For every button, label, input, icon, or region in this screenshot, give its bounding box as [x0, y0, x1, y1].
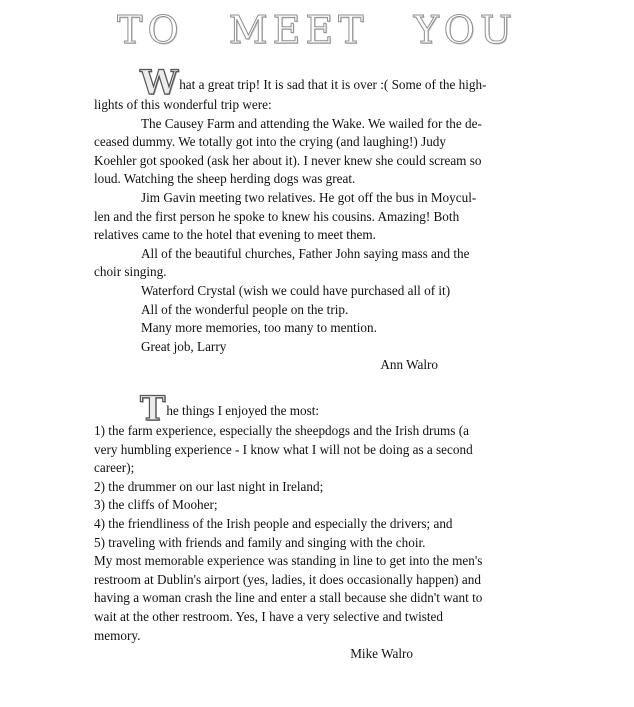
- letter-line: 2) the drummer on our last night in Ireland;: [94, 478, 324, 494]
- drop-cap-t: T: [140, 389, 166, 429]
- letter-line: ceased dummy. We totally got into the crying (and laughing!) Judy: [94, 134, 446, 150]
- signature-ann-walro: Ann Walro: [380, 357, 438, 373]
- letter-line-text: hat a great trip! It is sad that it is over :( Some of the high-: [179, 77, 487, 92]
- page-title: [0, 8, 634, 52]
- drop-cap-w: W: [140, 63, 179, 103]
- letter-line: 3) the cliffs of Mooher;: [94, 497, 218, 513]
- letter-line: Koehler got spooked (ask her about it). I never knew she could scream so: [94, 152, 482, 168]
- letter-line: Jim Gavin meeting two relatives. He got off the bus in Moycul-: [141, 189, 477, 205]
- letter-line: My most memorable experience was standing in line to get into the men's: [94, 553, 483, 569]
- letter-line: relatives came to the hotel that evening to meet them.: [94, 227, 376, 243]
- letter-line: 1) the farm experience, especially the sheepdogs and the Irish drums (a: [94, 423, 469, 438]
- letter-line: len and the first person he spoke to knew his cousins. Amazing! Both: [94, 208, 460, 224]
- letter-line: career);: [94, 460, 135, 476]
- letter-line: choir singing.: [94, 264, 167, 280]
- letter-line: Many more memories, too many to mention.: [141, 320, 377, 336]
- letter-line: All of the wonderful people on the trip.: [141, 301, 349, 317]
- letter-line: 5) traveling with friends and family and singing with the choir.: [94, 534, 426, 550]
- letter-line: having a woman crash the line and enter a stall because she didn't want to: [94, 590, 483, 606]
- letter-line: lights of this wonderful trip were:: [94, 97, 272, 112]
- letter-line: loud. Watching the sheep herding dogs was great.: [94, 171, 356, 187]
- letter-mike-walro: [94, 389, 568, 664]
- title-word-meet: MEET: [228, 8, 369, 52]
- letter-line: The Causey Farm and attending the Wake. We wailed for the de-: [141, 115, 482, 131]
- letter-line: Great job, Larry: [141, 338, 227, 354]
- letter-ann-walro: [94, 63, 568, 375]
- letter-line: All of the beautiful churches, Father John saying mass and the: [141, 245, 470, 261]
- letter-line: 4) the friendliness of the Irish people and especially the drivers; and: [94, 515, 453, 531]
- signature-mike-walro: Mike Walro: [350, 646, 413, 662]
- title-word-you: YOU: [413, 8, 517, 52]
- letter-line: [94, 63, 568, 103]
- letter-line: wait at the other restroom. Yes, I have a very selective and twisted: [94, 608, 443, 624]
- letter-line-text: he things I enjoyed the most:: [166, 403, 320, 418]
- letter-line: [94, 389, 568, 429]
- letter-line: very humbling experience - I know what I will not be doing as a second: [94, 441, 473, 457]
- letter-line: memory.: [94, 627, 141, 643]
- title-word-to: TO: [117, 8, 184, 52]
- letter-line: restroom at Dublin's airport (yes, ladies, it does occasionally happen) and: [94, 571, 481, 587]
- letter-line: Waterford Crystal (wish we could have purchased all of it): [141, 282, 451, 298]
